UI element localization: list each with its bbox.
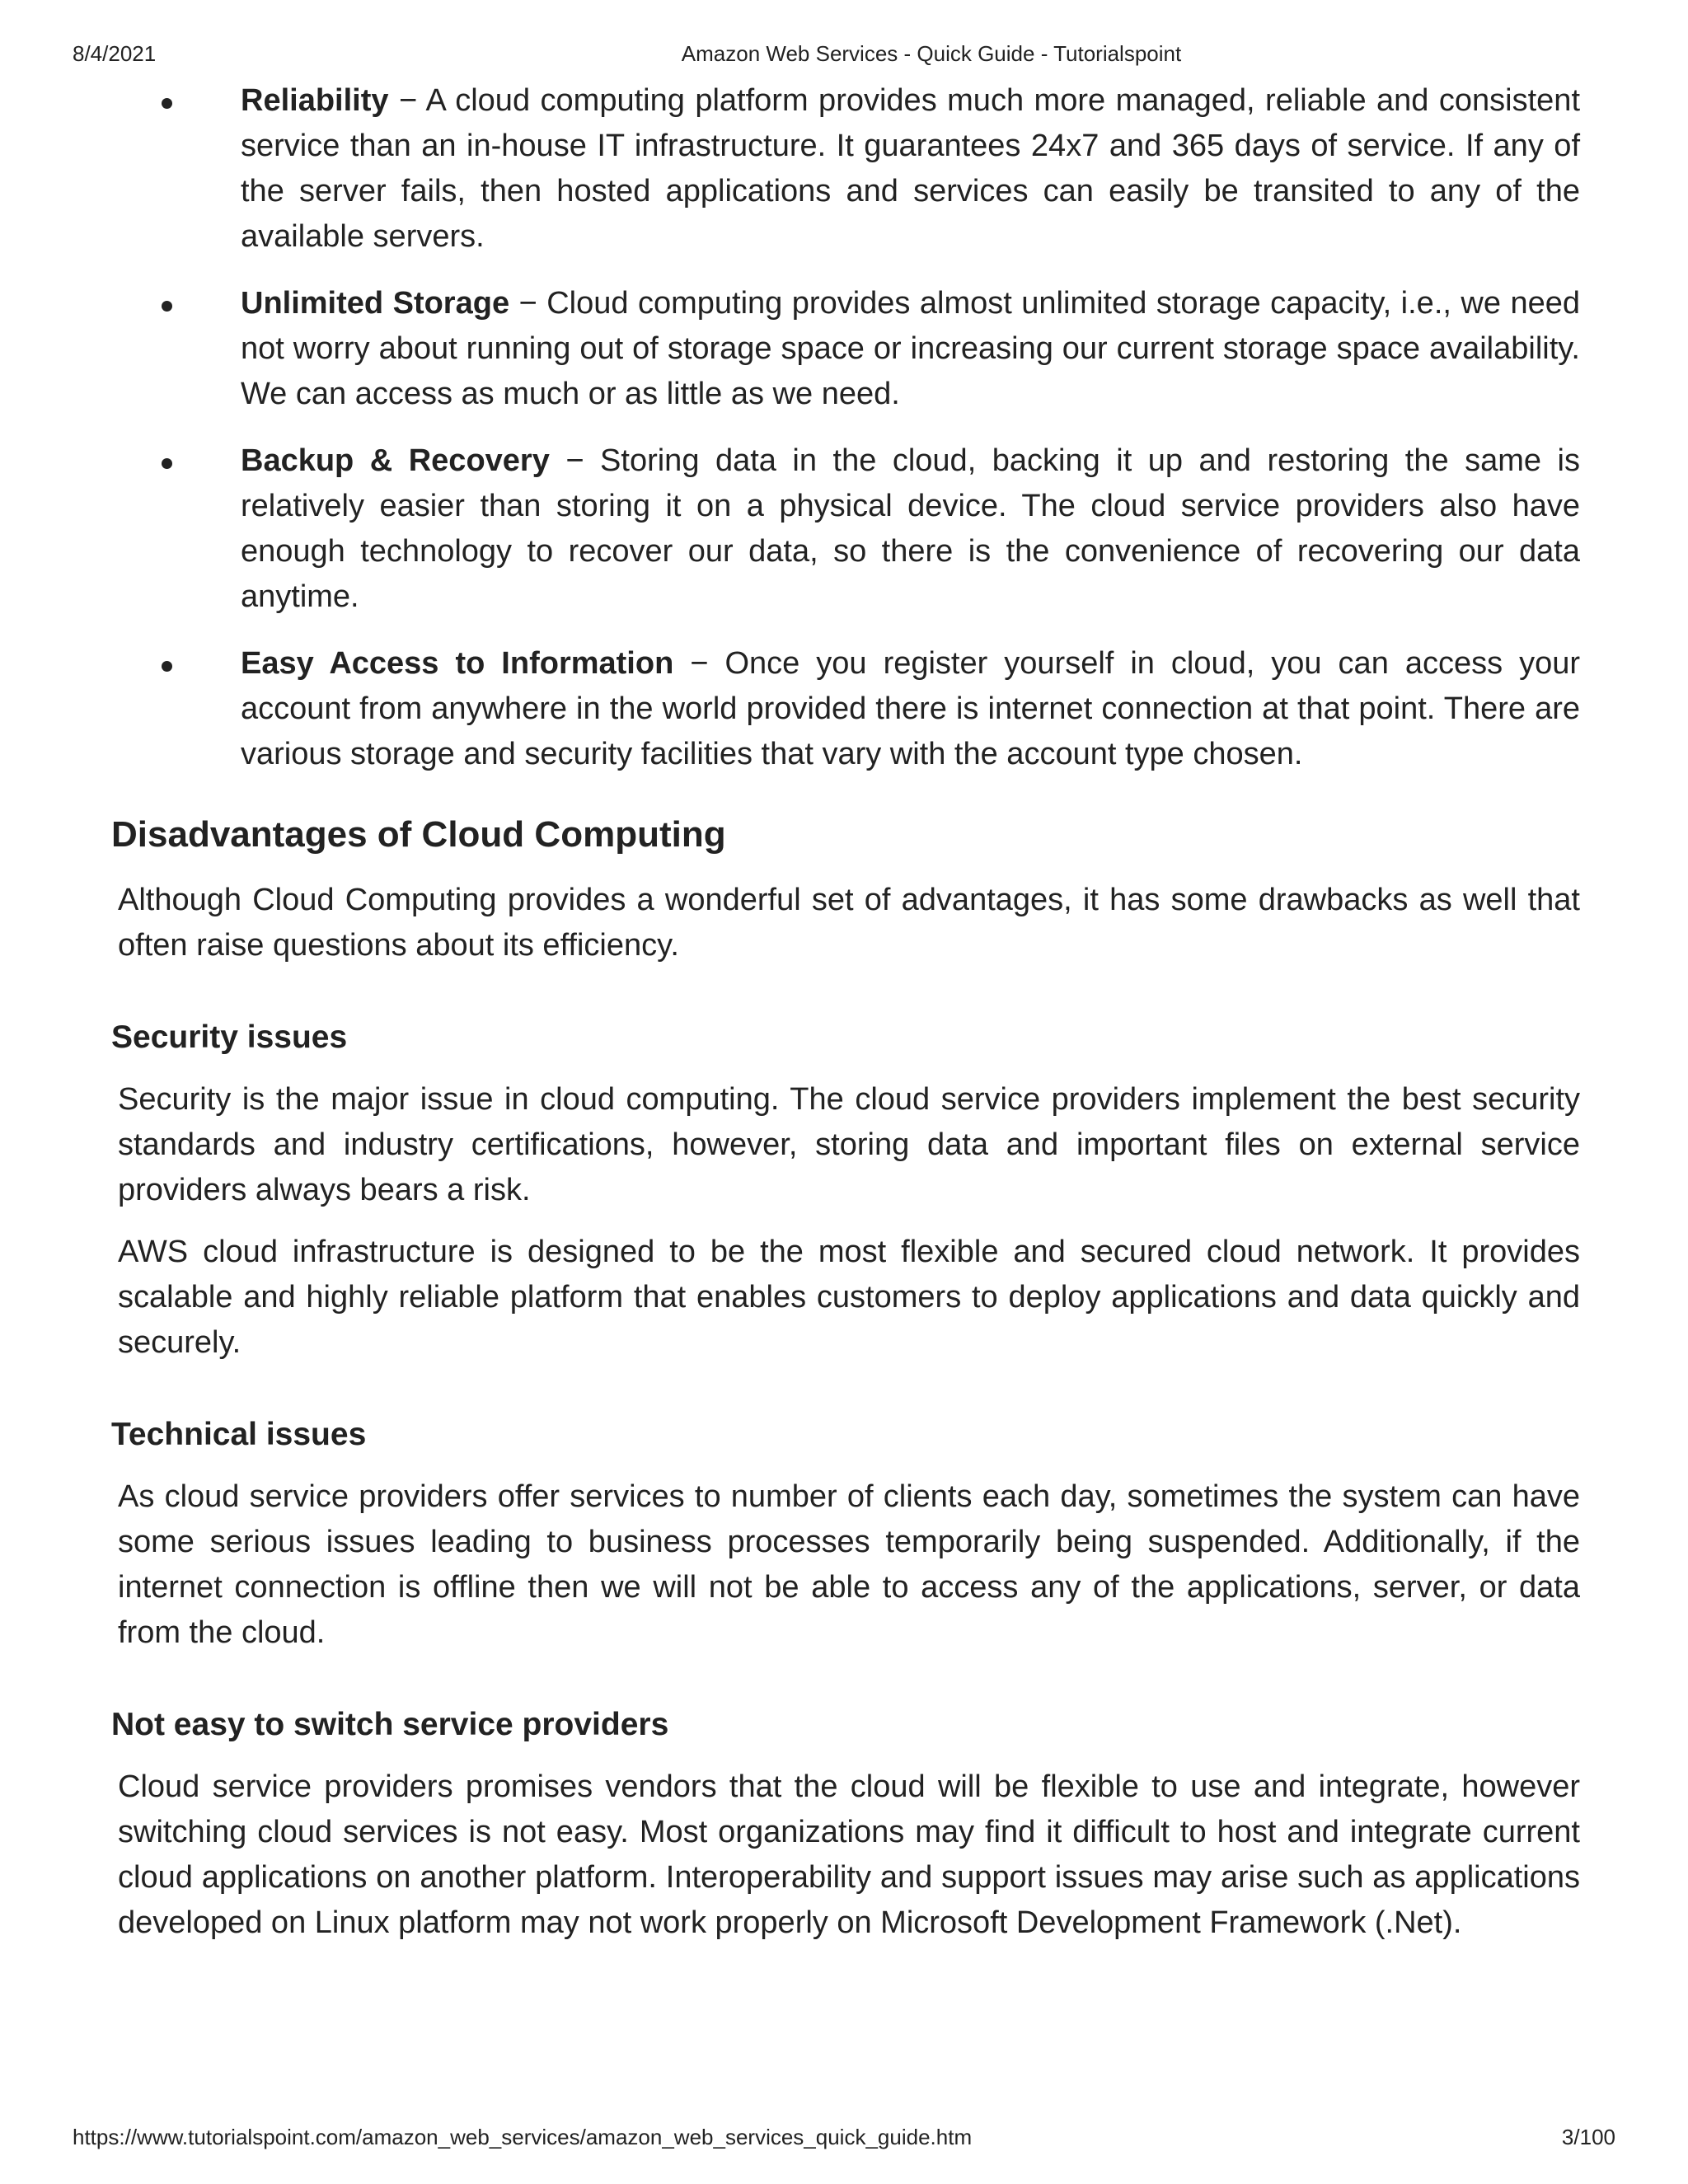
list-item bbox=[241, 641, 1580, 777]
section-heading: Disadvantages of Cloud Computing bbox=[111, 814, 726, 855]
bullet-term: Backup & Recovery bbox=[241, 443, 550, 478]
subsection-heading-security: Security issues bbox=[111, 1019, 348, 1055]
advantages-list bbox=[0, 78, 1688, 777]
bullet-term: Easy Access to Information bbox=[241, 646, 674, 681]
bullet-icon bbox=[162, 661, 172, 672]
bullet-text: − Storing data in the cloud, backing it up and restoring the same is relatively easier than storing it on a physical device. The cloud service providers also have enough technology to recover our data, so there is the convenience of recovering our data anytime. bbox=[241, 443, 1581, 614]
bullet-icon bbox=[162, 301, 172, 312]
subsection-heading-technical: Technical issues bbox=[111, 1417, 367, 1452]
list-item bbox=[241, 281, 1580, 417]
paragraph: As cloud service providers offer services to number of clients each day, sometimes the system can have some serious issues leading to business processes temporarily being suspended. Additionally, if the internet connection is offline then we will not be able to access any of the applications, server, or data from the cloud. bbox=[118, 1479, 1580, 1650]
paragraph: Cloud service providers promises vendors that the cloud will be flexible to use and integrate, however switching cloud services is not easy. Most organizations may find it difficult to host and integrate current cloud applications on another platform. Interoperability and support issues may arise such as applications developed on Linux platform may not work properly on Microsoft Development Framework (.Net). bbox=[118, 1769, 1580, 1940]
bullet-icon bbox=[162, 458, 172, 469]
list-item bbox=[241, 78, 1580, 260]
bullet-text: − Once you register yourself in cloud, you can access your account from anywhere in the world provided there is internet connection at that point. There are various storage and security facilities that vary with the account type chosen. bbox=[241, 646, 1581, 771]
print-header bbox=[0, 41, 1688, 71]
page-content bbox=[0, 78, 1688, 1946]
intro-paragraph: Although Cloud Computing provides a wonderful set of advantages, it has some drawbacks as well that often raise questions about its efficiency. bbox=[118, 883, 1580, 963]
page-url: https://www.tutorialspoint.com/amazon_web_services/amazon_web_services_quick_guide.htm bbox=[73, 2125, 973, 2149]
list-item bbox=[241, 438, 1580, 620]
bullet-icon bbox=[162, 98, 172, 109]
page-number: 3/100 bbox=[1561, 2125, 1615, 2149]
print-date: 8/4/2021 bbox=[73, 41, 157, 66]
bullet-term: Unlimited Storage bbox=[241, 286, 510, 321]
bullet-text: − Cloud computing provides almost unlimited storage capacity, i.e., we need not worry about running out of storage space or increasing our current storage space availability. We can access as much or as little as we need. bbox=[241, 286, 1580, 411]
bullet-term: Reliability bbox=[241, 83, 389, 118]
print-footer bbox=[0, 2125, 1688, 2154]
bullet-text: − A cloud computing platform provides much more managed, reliable and consistent service than an in-house IT infrastructure. It guarantees 24x7 and 365 days of service. If any of the server fails, then hosted applications and services can easily be transited to any of the available servers. bbox=[241, 83, 1580, 254]
subsection-heading-switching: Not easy to switch service providers bbox=[111, 1707, 669, 1742]
print-title: Amazon Web Services - Quick Guide - Tutorialspoint bbox=[681, 41, 1182, 66]
paragraph: Security is the major issue in cloud computing. The cloud service providers implement the best security standards and industry certifications, however, storing data and important files on external service providers always bears a risk. bbox=[118, 1082, 1580, 1207]
paragraph: AWS cloud infrastructure is designed to be the most flexible and secured cloud network. It provides scalable and highly reliable platform that enables customers to deploy applications and data quickly and securely. bbox=[118, 1235, 1580, 1360]
